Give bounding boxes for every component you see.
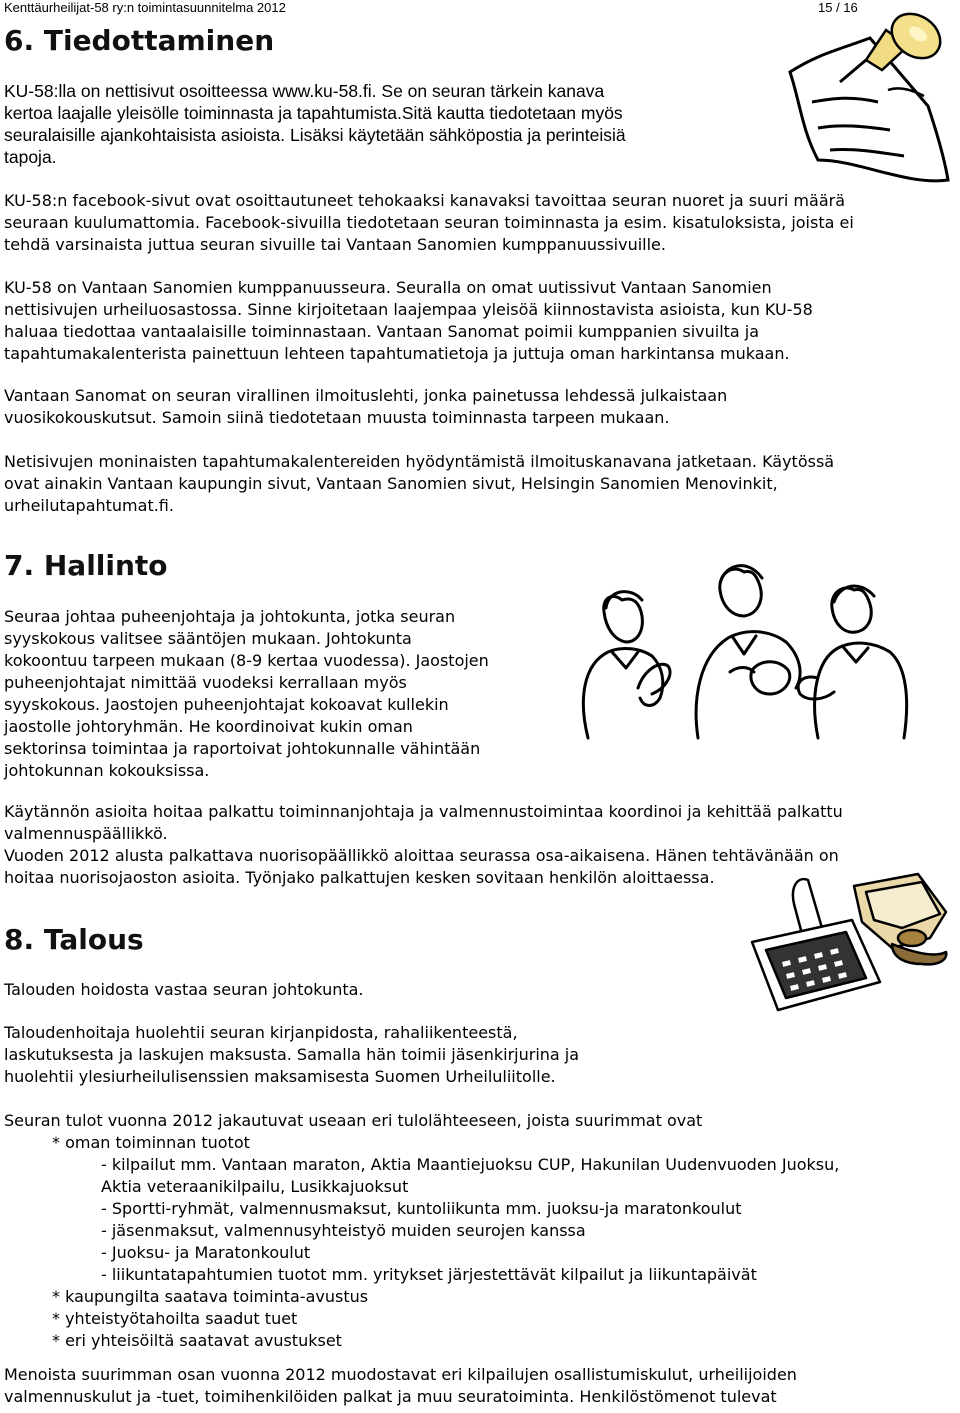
text-line: KU-58:lla on nettisivut osoitteessa www.ku-58.fi. Se on seuran tärkein kanava [4,81,605,101]
list-item: * yhteistyötahoilta saadut tuet [52,1309,298,1328]
text-line: johtokunnan kokouksissa. [4,761,210,780]
text-line: KU-58:n facebook-sivut ovat osoittautuneet tehokaaksi kanavaksi tavoittaa seuran nuoret ja suuri määrä [4,191,846,210]
text-line: seuraan kuulumattomia. Facebook-sivuilla tiedotetaan seuran toiminnasta ja esim. kisatuloksista, joista ei [4,213,854,232]
section-6-heading: 6. Tiedottaminen [4,24,275,57]
income-intro: Seuran tulot vuonna 2012 jakautuvat useaan eri tulolähteeseen, joista suurimmat ovat [4,1111,703,1130]
text-line: Menoista suurimman osan vuonna 2012 muodostavat eri kilpailujen osallistumiskulut, urheilijoiden [4,1365,797,1384]
text-line: sektorinsa toimintaa ja raportoivat johtokunnalle vähintään [4,739,481,758]
text-line: KU-58 on Vantaan Sanomien kumppanuusseura. Seuralla on omat uutissivut Vantaan Sanomien [4,278,772,297]
text-line: hoitaa nuorisojaoston asioita. Työnjako palkattujen kesken sovitaan henkilön aloittaessa. [4,868,715,887]
section-8-paragraph-board [4,979,364,1001]
list-item: - jäsenmaksut, valmennusyhteistyö muiden seurojen kanssa [101,1221,586,1240]
section-8-paragraph-treasurer [4,1022,579,1088]
text-line: syyskokous. Jaostojen puheenjohtajat kokoavat kullekin [4,695,449,714]
section-7-heading: 7. Hallinto [4,549,168,582]
text-line: Seuraa johtaa puheenjohtaja ja johtokunta, jotka seuran [4,607,456,626]
list-item: - Sportti-ryhmät, valmennusmaksut, kuntoliikunta mm. juoksu-ja maratonkoulut [101,1199,742,1218]
text-line: jaostolle johtoryhmän. He koordinoivat kukin oman [4,717,413,736]
text-line: Talouden hoidosta vastaa seuran johtokunta. [4,980,364,999]
text-line: Vuoden 2012 alusta palkattava nuorisopäällikkö aloittaa seurassa osa-aikaisena. Hänen tehtävänään on [4,846,839,865]
meeting-people-clipart [548,548,928,744]
list-item: * eri yhteisöiltä saatavat avustukset [52,1331,342,1350]
text-line: valmennuskulut ja -tuet, toimihenkilöiden palkat ja muu seuratoiminta. Henkilöstömenot tulevat [4,1387,777,1406]
section-6-paragraph-newspaper [4,385,727,429]
text-line: vuosikokouskutsut. Samoin siinä tiedotetaan muusta toiminnasta tarpeen mukaan. [4,408,670,427]
text-line: tapahtumakalenterista painettuun lehteen tapahtumatietoja ja juttuja oman harkintansa mukaan. [4,344,790,363]
text-line: puheenjohtajat nimittää vuodeksi kerrallaan myös [4,673,407,692]
section-8-paragraph-expenses [4,1364,797,1408]
text-line: kokoontuu tarpeen mukaan (8-9 kertaa vuodessa). Jaostojen [4,651,489,670]
section-7-paragraph-staff [4,801,843,889]
page-number: 15 / 16 [818,0,858,15]
document-header-title: Kenttäurheilijat-58 ry:n toimintasuunnitelma 2012 [4,0,286,15]
text-line: Käytännön asioita hoitaa palkattu toiminnanjohtaja ja valmennustoimintaa koordinoi ja kehittää palkattu [4,802,843,821]
text-line: haluaa tiedottaa vantaalaisille toiminnastaan. Vantaan Sanomat poimii kumppanien sivuilta ja [4,322,760,341]
section-8-heading: 8. Talous [4,923,144,956]
list-item: - Juoksu- ja Maratonkoulut [101,1243,311,1262]
text-line: syyskokous valitsee sääntöjen mukaan. Johtokunta [4,629,412,648]
list-item: * kaupungilta saatava toiminta-avustus [52,1287,369,1306]
text-line: nettisivujen urheiluosastossa. Sinne kirjoitetaan laajempaa yleisöä kiinnostavista asioista, kun KU-58 [4,300,813,319]
list-item: Aktia veteraanikilpailu, Lusikkajuoksut [101,1177,409,1196]
list-item: - liikuntatapahtumien tuotot mm. yritykset järjestettävät kilpailut ja liikuntapäivät [101,1265,757,1284]
section-6-paragraph-partner [4,277,813,365]
text-line: seuralaisille ajankohtaisista asioista. Lisäksi käytetään sähköpostia ja perinteisiä [4,125,626,145]
text-line: ovat ainakin Vantaan kaupungin sivut, Vantaan Sanomien sivut, Helsingin Sanomien Menovinkit, [4,474,778,493]
text-line: laskutuksesta ja laskujen maksusta. Samalla hän toimii jäsenkirjurina ja [4,1045,580,1064]
income-list [4,1110,839,1352]
section-6-paragraph-facebook [4,190,854,256]
section-7-paragraph-board [4,606,489,782]
text-line: huolehtii ylesiurheilulisenssien maksamisesta Suomen Urheiluliitolle. [4,1067,556,1086]
pinned-note-clipart [778,10,956,188]
text-line: valmennuspäällikkö. [4,824,168,843]
text-line: kertoa laajalle yleisölle toiminnasta ja tapahtumista.Sitä kautta tiedotetaan myös [4,103,623,123]
text-line: Netisivujen moninaisten tapahtumakalentereiden hyödyntämistä ilmoituskanavana jatketaan. Käytössä [4,452,835,471]
text-line: tehdä varsinaista juttua seuran sivuille tai Vantaan Sanomien kumppanuussivuille. [4,235,666,254]
list-item: - kilpailut mm. Vantaan maraton, Aktia Maantiejuoksu CUP, Hakunilan Uudenvuoden Juoksu, [101,1155,840,1174]
list-item: * oman toiminnan tuotot [52,1133,250,1152]
calculator-clipart [742,868,956,1018]
text-line: urheilutapahtumat.fi. [4,496,174,515]
text-line: tapoja. [4,147,57,167]
section-6-paragraph-calendars [4,451,834,517]
text-line: Taloudenhoitaja huolehtii seuran kirjanpidosta, rahaliikenteestä, [4,1023,518,1042]
text-line: Vantaan Sanomat on seuran virallinen ilmoituslehti, jonka painetussa lehdessä julkaistaan [4,386,728,405]
section-6-intro [4,80,626,168]
